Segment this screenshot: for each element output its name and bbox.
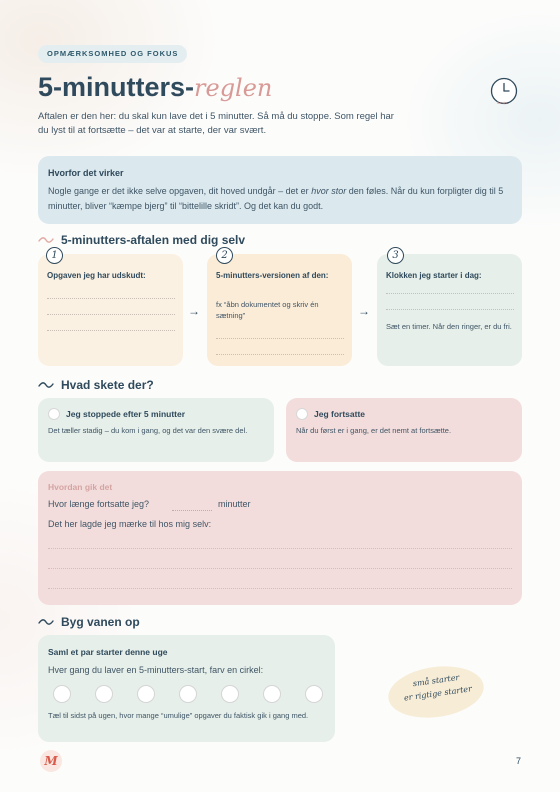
- habit-circle[interactable]: [305, 685, 323, 703]
- arrow-2-icon: →: [358, 304, 370, 318]
- why-text-part1: Nogle gange er det ikke selve opgaven, dit hoved undgår – det er: [48, 186, 312, 196]
- stamp-line-1: små starter: [412, 672, 460, 689]
- wave-icon: [38, 236, 54, 244]
- arrow-1-icon: →: [188, 304, 200, 318]
- duration-input[interactable]: [172, 510, 212, 511]
- why-title: Hvorfor det virker: [48, 168, 124, 178]
- step-2-hint: fx “åbn dokumentet og skriv én sætning”: [216, 300, 319, 320]
- noticed-line-2[interactable]: [48, 568, 512, 569]
- stamp-line-2: er rigtige starter: [403, 684, 473, 703]
- why-text-emphasis: hvor stor: [311, 186, 347, 196]
- section-habit-heading: [38, 615, 140, 629]
- habit-circle[interactable]: [137, 685, 155, 703]
- section-agreement-heading: [38, 233, 245, 247]
- option-continued-text: Når du først er i gang, er det nemt at fortsætte.: [296, 426, 452, 435]
- habit-instruction: Hver gang du laver en 5-minutters-start, farv en cirkel:: [48, 665, 264, 675]
- option-stopped-radio[interactable]: [48, 408, 60, 420]
- step-1-line-1[interactable]: [47, 298, 175, 299]
- section-what-happened-heading: [38, 378, 154, 392]
- brand-logo: M: [40, 750, 62, 772]
- step-2-number: 2: [216, 247, 233, 264]
- section-agreement-title: 5-minutters-aftalen med dig selv: [61, 233, 246, 247]
- why-text-part2: den føles. Når du kun forpligter dig til 5 minutter, bliver “kæmpe bjerg” til “bittelille skridt”. Og det kan du godt.: [48, 186, 504, 211]
- title-main: 5-minutters-: [38, 72, 195, 102]
- category-tag: OPMÆRKSOMHED OG FOKUS: [38, 45, 187, 63]
- option-continued-radio[interactable]: [296, 408, 308, 420]
- how-it-went-title: Hvordan gik det: [48, 482, 113, 492]
- step-3-number: 3: [387, 247, 404, 264]
- habit-circle[interactable]: [53, 685, 71, 703]
- noticed-line-3[interactable]: [48, 588, 512, 589]
- wave-icon: [38, 618, 54, 626]
- step-1-title: Opgaven jeg har udskudt:: [47, 271, 146, 280]
- page-title: [38, 72, 272, 103]
- habit-circle[interactable]: [263, 685, 281, 703]
- noticed-line-1[interactable]: [48, 548, 512, 549]
- option-continued-label[interactable]: [296, 408, 365, 420]
- duration-label: Hvor længe fortsatte jeg?: [48, 499, 150, 509]
- step-1-number: 1: [46, 247, 63, 264]
- option-stopped-label[interactable]: [48, 408, 185, 420]
- option-stopped-title: Jeg stoppede efter 5 minutter: [66, 409, 186, 419]
- step-2-title: 5-minutters-versionen af den:: [216, 271, 329, 280]
- habit-circle[interactable]: [95, 685, 113, 703]
- habit-circle[interactable]: [221, 685, 239, 703]
- step-1-line-2[interactable]: [47, 314, 175, 315]
- why-text: [48, 184, 508, 213]
- section-habit-title: Byg vanen op: [61, 615, 140, 629]
- noticed-label: Det her lagde jeg mærke til hos mig selv:: [48, 519, 212, 529]
- option-stopped-text: Det tæller stadig – du kom i gang, og det var den svære del.: [48, 426, 248, 435]
- step-2-line-1[interactable]: [216, 338, 344, 339]
- page-number: 7: [516, 756, 522, 766]
- section-what-happened-title: Hvad skete der?: [61, 378, 154, 392]
- habit-footer-text: Tæl til sidst på ugen, hvor mange “umulige” opgaver du faktisk gik i gang med.: [48, 711, 309, 720]
- option-continued-title: Jeg fortsatte: [314, 409, 366, 419]
- step-3-title: Klokken jeg starter i dag:: [386, 271, 482, 280]
- step-3-line-1[interactable]: [386, 293, 514, 294]
- step-3-hint: Sæt en timer. Når den ringer, er du fri.: [386, 322, 512, 331]
- step-3-line-2[interactable]: [386, 309, 514, 310]
- habit-card-title: Saml et par starter denne uge: [48, 647, 168, 657]
- intro-text: Aftalen er den her: du skal kun lave det i 5 minutter. Så må du stoppe. Som regel har du lyst til at fortsætte – det var at starte, der var svært.: [38, 111, 394, 136]
- step-1-line-3[interactable]: [47, 330, 175, 331]
- step-2-line-2[interactable]: [216, 354, 344, 355]
- wave-icon: [38, 381, 54, 389]
- clock-label: 5 min: [497, 100, 507, 105]
- duration-unit: minutter: [218, 499, 251, 509]
- title-accent: reglen: [194, 74, 273, 102]
- habit-circle[interactable]: [179, 685, 197, 703]
